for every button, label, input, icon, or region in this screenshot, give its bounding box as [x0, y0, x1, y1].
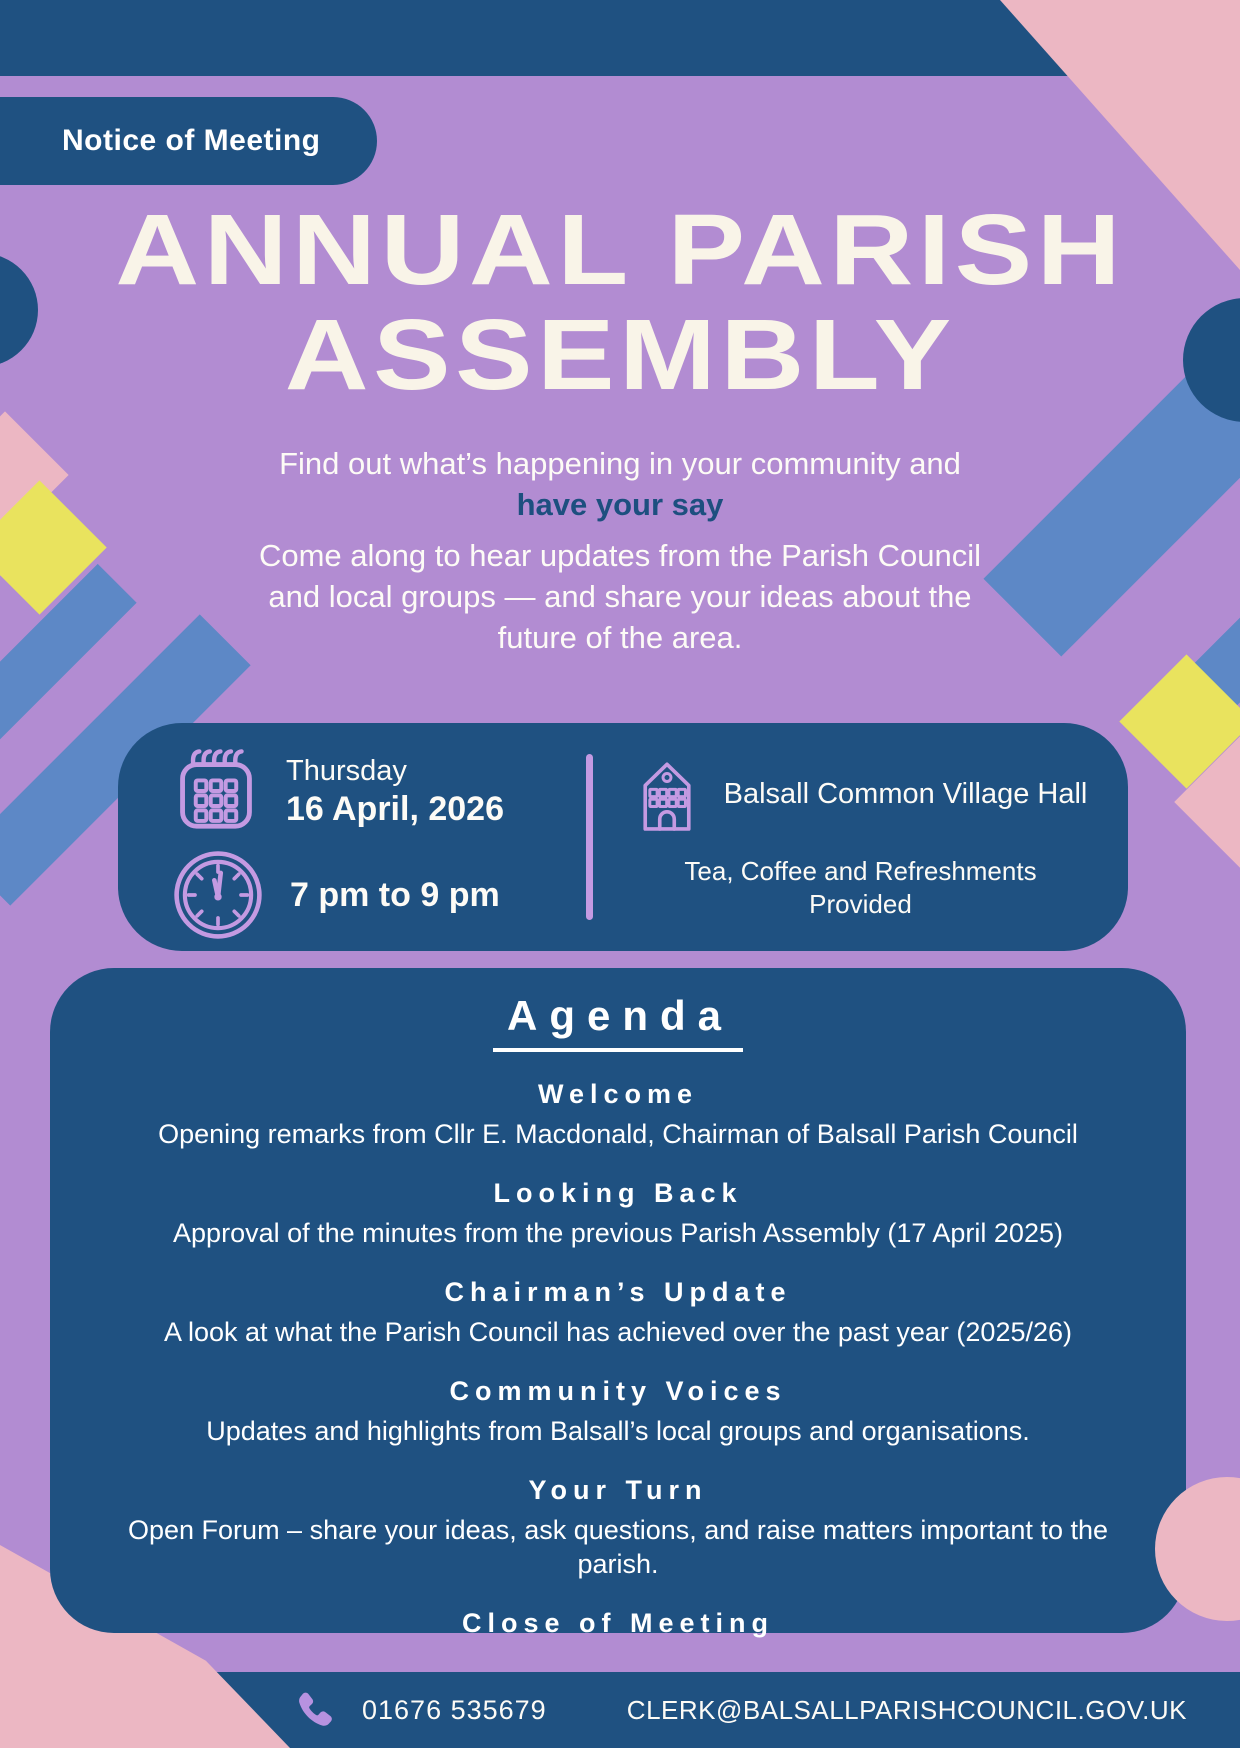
agenda-item [88, 1474, 1148, 1581]
intro-line-3: and local groups — and share your ideas about the [268, 579, 972, 614]
phone-contact [292, 1672, 547, 1748]
refreshments-line-2: Provided [809, 889, 912, 919]
building-icon [634, 749, 700, 839]
event-date: 16 April, 2026 [286, 790, 504, 828]
agenda-heading: Agenda [493, 992, 743, 1052]
agenda-item-description: Updates and highlights from Balsall’s local groups and organisations. [206, 1416, 1030, 1446]
agenda-item-description: Approval of the minutes from the previous Parish Assembly (17 April 2025) [173, 1218, 1063, 1248]
have-your-say-highlight: have your say [516, 487, 724, 522]
agenda-item [88, 1177, 1148, 1250]
intro-line-1: Find out what’s happening in your community and [279, 446, 961, 481]
intro-paragraph-1 [0, 443, 1240, 525]
agenda-item [88, 1276, 1148, 1349]
agenda-item-title: Chairman’s Update [444, 1277, 792, 1307]
event-date-time-section [118, 723, 586, 951]
event-day: Thursday [286, 755, 407, 787]
phone-icon [292, 1690, 332, 1730]
event-venue-section [593, 723, 1128, 951]
phone-number: 01676 535679 [362, 1694, 547, 1725]
agenda-item-description: A look at what the Parish Council has achieved over the past year (2025/26) [163, 1317, 1073, 1347]
agenda-item [88, 1607, 1148, 1646]
venue-row [634, 749, 1088, 839]
agenda-item-description: Open Forum – share your ideas, ask questions, and raise matters important to the parish. [128, 1515, 1108, 1579]
agenda-item-title: Your Turn [528, 1475, 708, 1505]
agenda-item [88, 1375, 1148, 1448]
event-time: 7 pm to 9 pm [290, 875, 500, 914]
info-card-divider [586, 754, 593, 920]
email-address: CLERK@BALSALLPARISHCOUNCIL.GOV.UK [626, 1694, 1187, 1725]
event-info-card [118, 723, 1128, 951]
agenda-item [88, 1078, 1148, 1151]
agenda-item-title: Close of Meeting [461, 1608, 774, 1638]
intro-text [0, 443, 1240, 668]
agenda-item-description: Opening remarks from Cllr E. Macdonald, Chairman of Balsall Parish Council [158, 1119, 1078, 1149]
calendar-icon [172, 745, 260, 837]
agenda-item-title: Looking Back [493, 1178, 743, 1208]
intro-paragraph-2 [0, 535, 1240, 658]
agenda-item-title: Welcome [537, 1079, 699, 1109]
notice-badge-label: Notice of Meeting [62, 124, 321, 157]
venue-name: Balsall Common Village Hall [723, 777, 1088, 810]
event-date-row [172, 743, 586, 839]
intro-line-2: Come along to hear updates from the Parish Council [258, 538, 981, 573]
title-line-1: ANNUAL PARISH [115, 194, 1125, 306]
event-date-text [286, 753, 504, 829]
event-time-row [172, 847, 586, 943]
title-line-2: ASSEMBLY [284, 299, 956, 411]
agenda-item-title: Community Voices [449, 1376, 787, 1406]
intro-line-4: future of the area. [497, 620, 743, 655]
refreshments-line-1: Tea, Coffee and Refreshments [684, 856, 1037, 886]
poster-title [0, 194, 1240, 411]
clock-icon [172, 849, 264, 941]
refreshments-note [684, 855, 1036, 921]
notice-badge [0, 97, 377, 185]
agenda-card [50, 968, 1186, 1638]
